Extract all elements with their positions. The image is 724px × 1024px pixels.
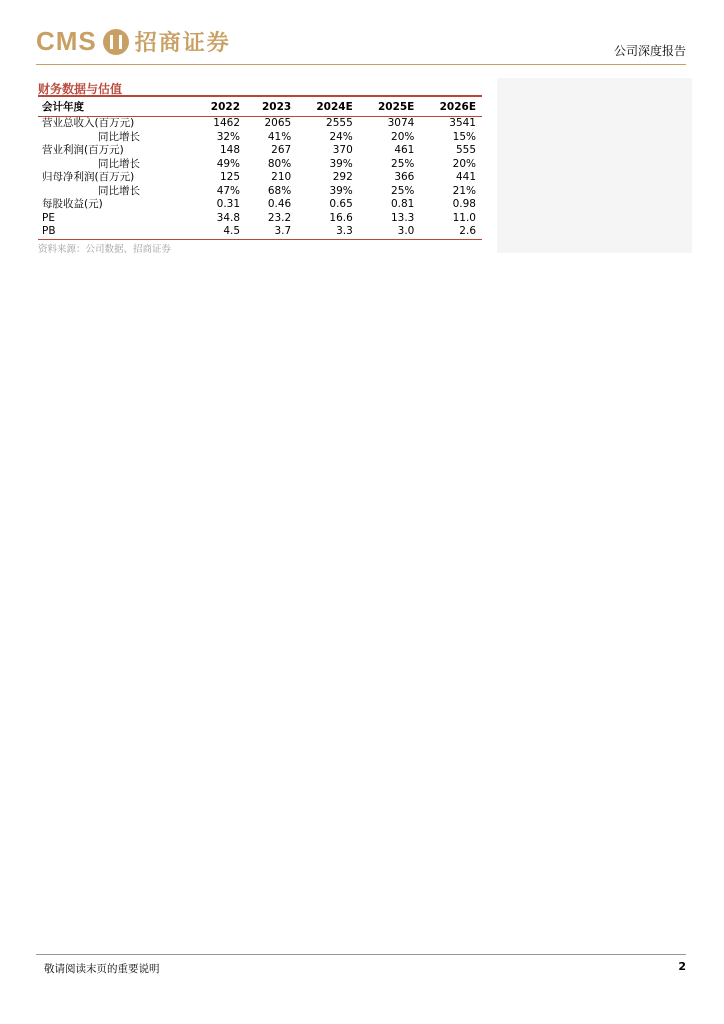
row-label: PE xyxy=(42,211,55,224)
table-body xyxy=(38,117,482,240)
table-cell: 3.7 xyxy=(274,225,292,237)
table-cell: 461 xyxy=(394,144,415,156)
table-row xyxy=(38,212,482,226)
row-label: 同比增长 xyxy=(98,130,140,143)
table-cell: 2.6 xyxy=(459,225,476,237)
table-cell: 20% xyxy=(391,130,415,143)
section-title: 财务数据与估值 xyxy=(38,82,123,96)
table-cell: 3074 xyxy=(387,117,415,129)
table-cell: 4.5 xyxy=(223,225,241,237)
column-header: 2023 xyxy=(261,100,292,113)
row-label: 归母净利润(百万元) xyxy=(42,171,135,183)
table-cell: 25% xyxy=(391,157,415,170)
table-cell: 267 xyxy=(271,144,292,156)
table-cell: 1462 xyxy=(213,117,241,129)
table-cell: 555 xyxy=(455,144,476,156)
table-cell: 0.98 xyxy=(452,198,476,210)
table-cell: 2065 xyxy=(264,117,292,129)
table-cell: 15% xyxy=(452,130,476,143)
table-cell: 68% xyxy=(267,184,292,197)
table-cell: 0.81 xyxy=(390,198,415,210)
report-type-label: 公司深度报告 xyxy=(613,44,686,58)
row-label: 营业总收入(百万元) xyxy=(42,117,135,129)
row-label: 每股收益(元) xyxy=(42,198,103,210)
table-cell: 3541 xyxy=(449,117,476,129)
sidebar-panel xyxy=(497,78,692,253)
page-header xyxy=(36,22,686,66)
column-header: 2022 xyxy=(210,100,241,113)
table-row xyxy=(38,171,482,185)
table-row xyxy=(38,185,482,199)
table-cell: 2555 xyxy=(326,117,353,129)
table-cell: 16.6 xyxy=(329,211,353,224)
table-cell: 25% xyxy=(391,184,415,197)
cms-logo xyxy=(36,26,231,57)
table-cell: 41% xyxy=(267,130,292,143)
table-cell: 148 xyxy=(219,144,241,156)
table-row xyxy=(38,117,482,131)
financial-table-container xyxy=(38,95,482,240)
logo-emblem-icon xyxy=(103,29,129,55)
row-label: 同比增长 xyxy=(98,157,140,170)
table-cell: 39% xyxy=(329,184,353,197)
table-cell: 11.0 xyxy=(452,211,476,224)
table-cell: 20% xyxy=(452,157,476,170)
column-header: 会计年度 xyxy=(42,101,84,113)
table-cell: 80% xyxy=(267,157,292,170)
logo-chinese-name: 招商证券 xyxy=(134,30,231,56)
table-cell: 0.65 xyxy=(329,198,353,210)
table-cell: 0.46 xyxy=(267,198,292,210)
source-note: 资料来源：公司数据、招商证券 xyxy=(38,244,172,255)
column-header: 2024E xyxy=(316,100,353,113)
table-row xyxy=(38,198,482,212)
table-cell: 24% xyxy=(329,130,353,143)
table-row xyxy=(38,131,482,145)
table-cell: 441 xyxy=(455,171,476,183)
table-cell: 49% xyxy=(216,157,241,170)
table-cell: 21% xyxy=(452,184,476,197)
row-label: 营业利润(百万元) xyxy=(42,144,124,156)
table-header-row xyxy=(38,96,482,117)
table-cell: 292 xyxy=(332,171,353,183)
table-cell: 39% xyxy=(329,157,353,170)
financial-table xyxy=(38,95,482,240)
column-header: 2025E xyxy=(377,100,415,113)
page-number: 2 xyxy=(678,960,686,973)
table-cell: 23.2 xyxy=(267,211,292,224)
footer-divider xyxy=(36,954,686,955)
table-cell: 47% xyxy=(216,184,241,197)
footer-disclaimer: 敬请阅读末页的重要说明 xyxy=(44,963,160,975)
table-cell: 210 xyxy=(271,171,292,183)
table-cell: 125 xyxy=(219,171,241,183)
table-cell: 3.3 xyxy=(336,225,353,237)
table-cell: 34.8 xyxy=(216,211,241,224)
table-cell: 0.31 xyxy=(216,198,241,210)
table-cell: 32% xyxy=(216,130,241,143)
header-divider xyxy=(36,64,686,65)
table-row xyxy=(38,225,482,239)
table-cell: 370 xyxy=(332,144,353,156)
table-cell: 366 xyxy=(394,171,415,183)
table-cell: 13.3 xyxy=(390,211,415,224)
row-label: PB xyxy=(42,225,56,237)
table-row xyxy=(38,144,482,158)
column-header: 2026E xyxy=(439,100,476,113)
row-label: 同比增长 xyxy=(98,184,140,197)
table-row xyxy=(38,158,482,172)
logo-text: CMS xyxy=(36,26,97,56)
table-cell: 3.0 xyxy=(397,225,415,237)
